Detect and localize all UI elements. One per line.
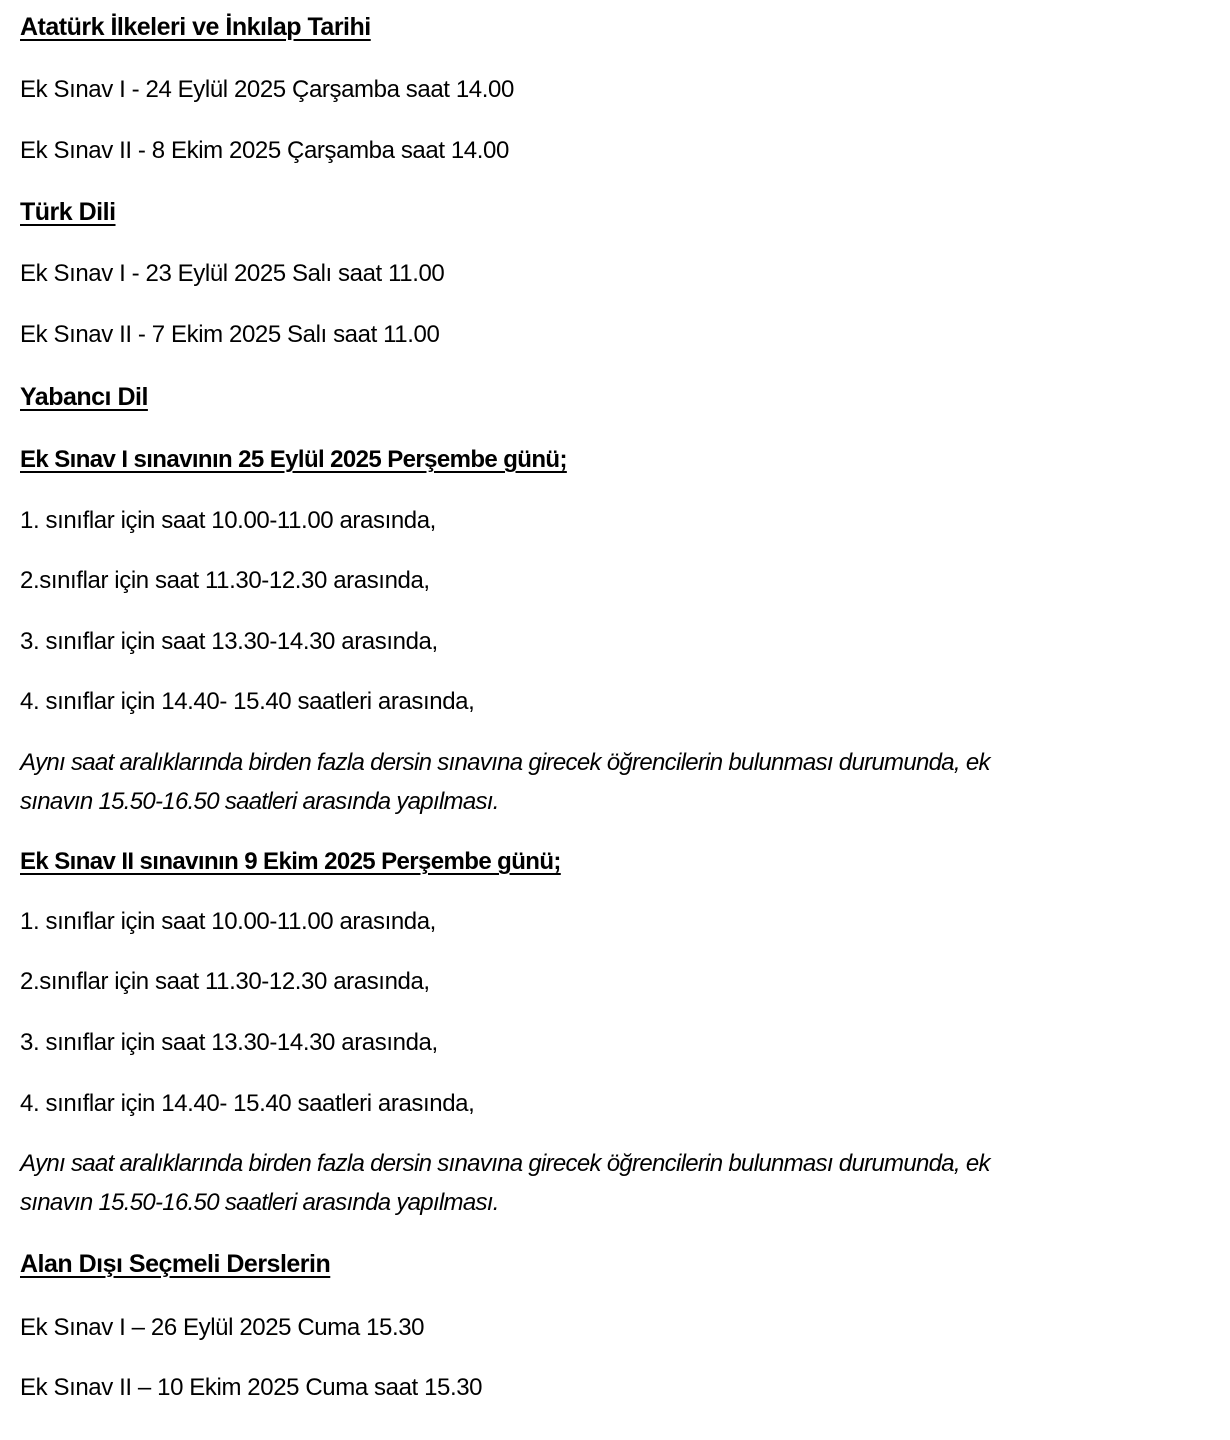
exam2-heading: Ek Sınav II sınavının 9 Ekim 2025 Perşembe günü;: [20, 848, 561, 875]
section-title-alan-disi: Alan Dışı Seçmeli Derslerin: [20, 1250, 331, 1278]
section-title-turk-dili: Türk Dili: [20, 198, 116, 226]
class-schedule-line: 3. sınıflar için saat 13.30-14.30 arasında,: [20, 628, 438, 655]
section-title-yabanci-dil: Yabancı Dil: [20, 383, 148, 411]
exam-line: Ek Sınav I – 26 Eylül 2025 Cuma 15.30: [20, 1314, 425, 1341]
exam-line: Ek Sınav II - 8 Ekim 2025 Çarşamba saat 14.00: [20, 137, 509, 164]
class-schedule-line: 4. sınıflar için 14.40- 15.40 saatleri arasında,: [20, 1090, 475, 1117]
exam-line: Ek Sınav I - 24 Eylül 2025 Çarşamba saat 14.00: [20, 76, 514, 103]
section-title-ataturk: Atatürk İlkeleri ve İnkılap Tarihi: [20, 13, 371, 41]
note-line: Aynı saat aralıklarında birden fazla dersin sınavına girecek öğrencilerin bulunması durumunda, ek: [20, 749, 990, 776]
class-schedule-line: 2.sınıflar için saat 11.30-12.30 arasında,: [20, 968, 430, 995]
note-line: Aynı saat aralıklarında birden fazla dersin sınavına girecek öğrencilerin bulunması durumunda, ek: [20, 1150, 990, 1177]
class-schedule-line: 2.sınıflar için saat 11.30-12.30 arasında,: [20, 567, 430, 594]
note-line: sınavın 15.50-16.50 saatleri arasında yapılması.: [20, 1189, 499, 1216]
class-schedule-line: 1. sınıflar için saat 10.00-11.00 arasında,: [20, 507, 436, 534]
exam1-heading: Ek Sınav I sınavının 25 Eylül 2025 Perşembe günü;: [20, 446, 567, 473]
class-schedule-line: 3. sınıflar için saat 13.30-14.30 arasında,: [20, 1029, 438, 1056]
class-schedule-line: 1. sınıflar için saat 10.00-11.00 arasında,: [20, 908, 436, 935]
note-line: sınavın 15.50-16.50 saatleri arasında yapılması.: [20, 788, 499, 815]
exam-line: Ek Sınav II - 7 Ekim 2025 Salı saat 11.00: [20, 321, 440, 348]
exam-line: Ek Sınav I - 23 Eylül 2025 Salı saat 11.00: [20, 260, 445, 287]
class-schedule-line: 4. sınıflar için 14.40- 15.40 saatleri arasında,: [20, 688, 475, 715]
exam-line: Ek Sınav II – 10 Ekim 2025 Cuma saat 15.30: [20, 1374, 483, 1401]
